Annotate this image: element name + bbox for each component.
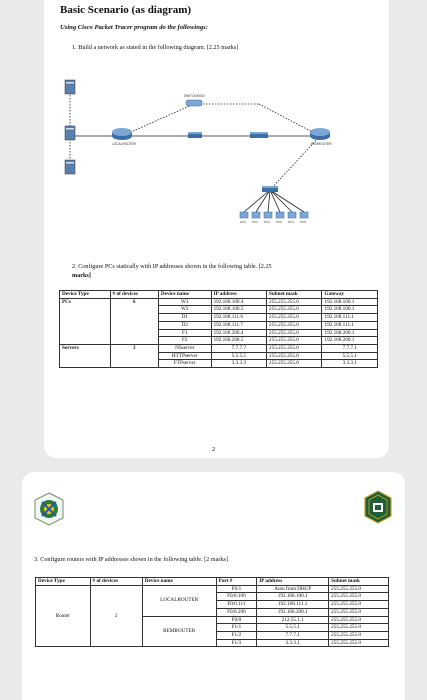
right-logo-icon	[364, 490, 392, 524]
table-row: D2 192.168.111.7 255.255.255.0 192.168.111.1	[60, 321, 378, 329]
table-row: F2 192.168.200.5 255.255.255.0 192.168.200.1	[60, 337, 378, 345]
question-3: 3. Configure routers with IP addresses shown in the following table. [2 marks]	[34, 556, 228, 563]
server-icon	[65, 126, 75, 140]
table-row: Router 2 LOCALROUTER F0/1 Auto from DHCP 255.255.255.0	[36, 585, 389, 593]
pc-label: PC4	[288, 220, 294, 224]
pc-icon	[264, 212, 272, 218]
question-1: 1. Build a network as stated in the following diagram. [2.25 marks]	[72, 44, 239, 51]
table-row: F1/2 7.7.7.1 255.255.255.0	[36, 631, 389, 639]
table-row: F0/0.111 192.168.111.1 255.255.255.0	[36, 601, 389, 609]
router-right-label: REMROUTER	[311, 142, 332, 146]
pc-label: PC0	[240, 220, 246, 224]
pc-icon	[288, 212, 296, 218]
table-row: D1 192.168.111.6 255.255.255.0 192.168.111.1	[60, 314, 378, 322]
router-ip-table: Device Type # of devices Device name Port # IP address Subnet mask Router 2 LOCALROUTER F0/1 Auto from DHCP 255.255.255.0 F0/0.100 192.168.100.1 255.255.255.0 F0/0.111 192.168.111.1 255.255.255.0 F0/0.200 192.168.200.1 255.255.255.0 REMROUTER F0/0 212.55.1.1 255.255.255.0 F1/1 5.5.5.1 255.255.255.0 F1/2 7.7.7.1 255.255.255.0 F1/3 3.3.3.1 255.255.255.0	[35, 577, 389, 647]
pc-icon	[276, 212, 284, 218]
pc-icon	[300, 212, 308, 218]
router-icon	[112, 128, 132, 140]
pc-label: PC3	[276, 220, 282, 224]
switch-icon	[262, 186, 278, 192]
server-icon	[65, 160, 75, 174]
router-icon	[310, 128, 330, 140]
top-link-label: SWITCH/0000	[184, 94, 205, 98]
network-diagram	[44, 60, 389, 260]
table-row: F1/3 3.3.3.1 255.255.255.0	[36, 639, 389, 647]
left-logo-icon	[34, 492, 64, 526]
switch-icon	[188, 132, 202, 138]
pc-ip-table: Device Type # of devices Device name IP address Subnet mask Gateway PCs 6 W1 192.168.100.4 255.255.255.0 192.168.100.1 W2 192.168.100.5 255.255.255.0 192.168.100.1 D1 192.168.111.6 255.255.255.0 192.168.111.1 D2 192.168.111.7 255.255.255.0 192.168.111.1 F1 192.168.200.4 255.255.255.0 192.168.200.1 F2 192.168.200.5 255.255.255.0 192.168.200.1 Servers 3 NSserver 7.7.7.7 255.255.255.0 7.7.7.1 HTTPserver 5.5.5.5 255.255.255.0 5.5.5.1 FTPserver 3.3.3.3 255.255.255.0 3.3.3.1	[59, 290, 378, 368]
pc-icon	[240, 212, 248, 218]
table-row: Servers 3 NSserver 7.7.7.7 255.255.255.0 7.7.7.1	[60, 344, 378, 352]
table-row: F0/0.200 192.168.200.1 255.255.255.0	[36, 608, 389, 616]
table-row: FTPserver 3.3.3.3 255.255.255.0 3.3.3.1	[60, 360, 378, 368]
server-icon	[65, 80, 75, 94]
table-row: F1/1 5.5.5.1 255.255.255.0	[36, 624, 389, 632]
page-title: Basic Scenario (as diagram)	[60, 4, 192, 16]
document-page-1	[44, 0, 389, 458]
pc-icon	[252, 212, 260, 218]
switch-icon	[250, 132, 268, 138]
router-left-label: LOCALROUTER	[112, 142, 136, 146]
pc-label: PC5	[300, 220, 306, 224]
table-row: HTTPserver 5.5.5.5 255.255.255.0 5.5.5.1	[60, 352, 378, 360]
table-row: REMROUTER F0/0 212.55.1.1 255.255.255.0	[36, 616, 389, 624]
page-number: 2	[212, 446, 216, 453]
document-page-2	[22, 472, 405, 700]
pc-label: PC1	[252, 220, 258, 224]
table-row: PCs 6 W1 192.168.100.4 255.255.255.0 192.168.100.1	[60, 298, 378, 306]
table-row: W2 192.168.100.5 255.255.255.0 192.168.100.1	[60, 306, 378, 314]
pc-label: PC2	[264, 220, 270, 224]
instructions-subtitle: Using Cisco Packet Tracer program do the followings:	[60, 24, 208, 31]
table-row: F0/0.100 192.168.100.1 255.255.255.0	[36, 593, 389, 601]
question-2: 2. Configure PCs statically with IP addresses shown in the following table. [2.25 marks]	[72, 263, 272, 279]
pc-icons	[240, 212, 308, 218]
table-row: F1 192.168.200.4 255.255.255.0 192.168.200.1	[60, 329, 378, 337]
cloud-icon	[186, 100, 202, 106]
